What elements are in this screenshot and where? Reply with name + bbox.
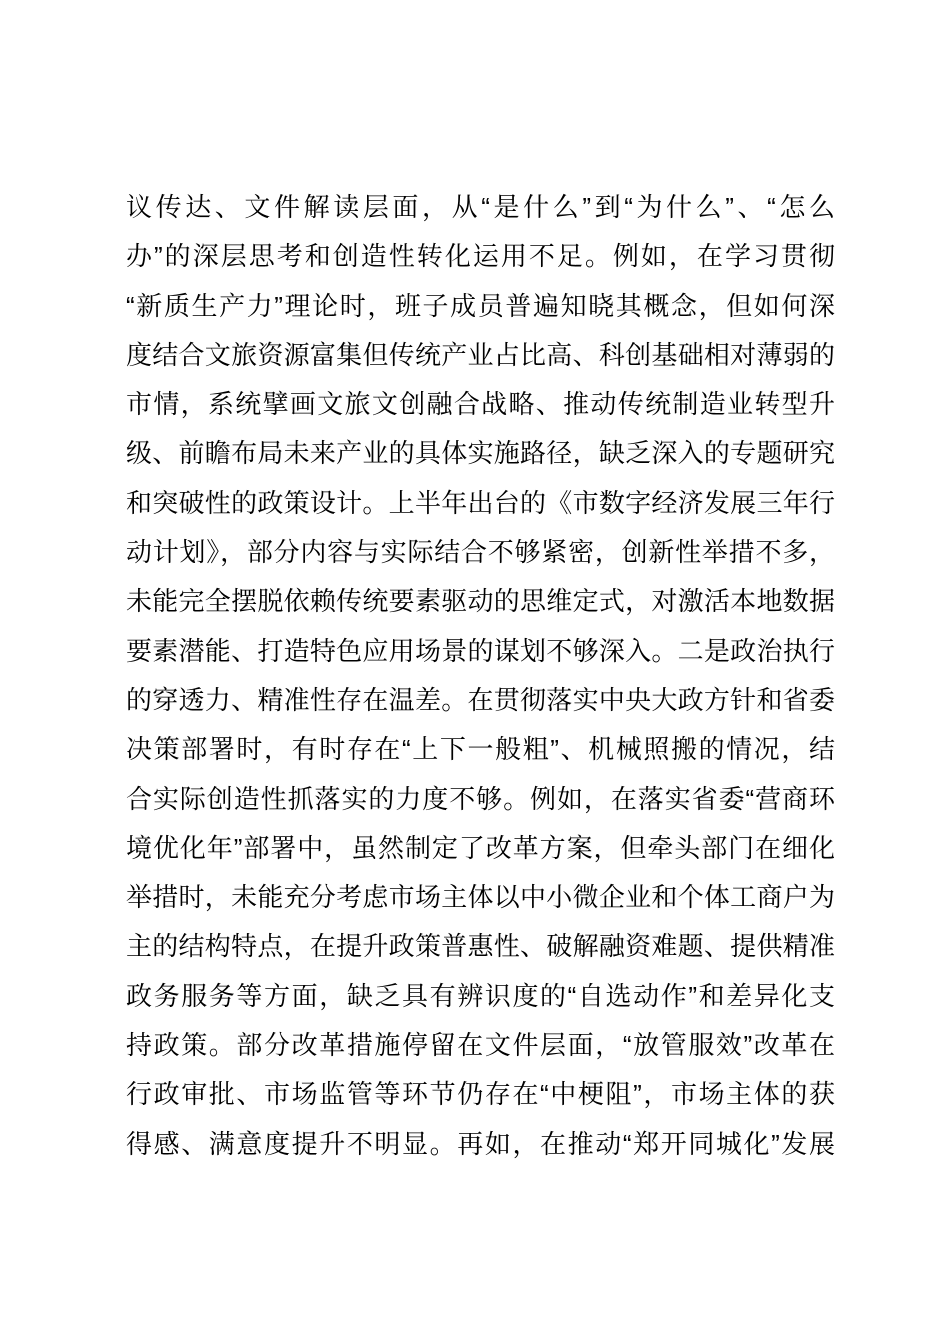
text-line: 动计划》，部分内容与实际结合不够紧密，创新性举措不多， [126,537,835,568]
text-line: 级、前瞻布局未来产业的具体实施路径，缺乏深入的专题研究 [126,438,835,469]
text-line: 合实际创造性抓落实的力度不够。例如，在落实省委“营商环 [126,783,835,814]
text-line: 市情，系统擘画文旅文创融合战略、推动传统制造业转型升 [126,389,835,420]
text-line: 和突破性的政策设计。上半年出台的《市数字经济发展三年行 [126,487,835,518]
text-line: 持政策。部分改革措施停留在文件层面，“放管服效”改革在 [126,1030,835,1061]
text-line: 的穿透力、精准性存在温差。在贯彻落实中央大政方针和省委 [126,684,835,715]
text-line: 得感、满意度提升不明显。再如，在推动“郑开同城化”发展 [126,1128,835,1159]
text-line: 境优化年”部署中，虽然制定了改革方案，但牵头部门在细化 [126,832,835,863]
text-line: 主的结构特点，在提升政策普惠性、破解融资难题、提供精准 [126,931,835,962]
text-line: 决策部署时，有时存在“上下一般粗”、机械照搬的情况，结 [126,734,835,765]
text-line: 度结合文旅资源富集但传统产业占比高、科创基础相对薄弱的 [126,339,835,370]
text-line: 政务服务等方面，缺乏具有辨识度的“自选动作”和差异化支 [126,980,835,1011]
text-line: 办”的深层思考和创造性转化运用不足。例如，在学习贯彻 [126,241,835,272]
document-text-block [126,183,835,1169]
text-line: “新质生产力”理论时，班子成员普遍知晓其概念，但如何深 [126,290,835,321]
text-line: 要素潜能、打造特色应用场景的谋划不够深入。二是政治执行 [126,635,835,666]
text-line: 行政审批、市场监管等环节仍存在“中梗阻”，市场主体的获 [126,1079,835,1110]
text-line: 未能完全摆脱依赖传统要素驱动的思维定式，对激活本地数据 [126,586,835,617]
text-line: 议传达、文件解读层面，从“是什么”到“为什么”、“怎么 [126,192,835,222]
text-line: 举措时，未能充分考虑市场主体以中小微企业和个体工商户为 [126,882,835,913]
